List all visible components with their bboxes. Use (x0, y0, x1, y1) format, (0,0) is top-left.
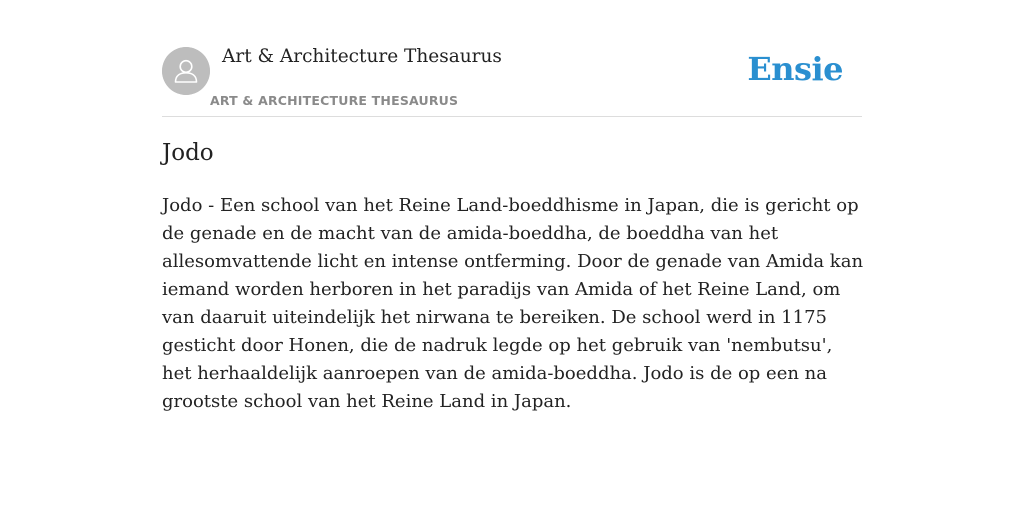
article-header (162, 0, 862, 117)
author-avatar[interactable] (162, 47, 210, 95)
ensie-logo[interactable]: Ensie (747, 50, 843, 88)
article-body: Jodo - Een school van het Reine Land-boeddhisme in Japan, die is gericht op de genade en de macht van de amida-boeddha, de boeddha van het allesomvattende licht en intense ontferming. Door de genade van Amida kan iemand worden herboren in het paradijs van Amida of het Reine Land, om van daaruit uiteindelijk het nirwana te bereiken. De school werd in 1175 gesticht door Honen, die de nadruk legde op het gebruik van 'nembutsu', het herhaaldelijk aanroepen van de amida-boeddha. Jodo is de op een na grootste school van het Reine Land in Japan. (162, 195, 864, 412)
user-icon (162, 47, 210, 95)
article-title: Jodo (162, 140, 214, 166)
author-subtitle: ART & ARCHITECTURE THESAURUS (210, 93, 459, 108)
author-name-link[interactable]: Art & Architecture Thesaurus (222, 46, 502, 67)
page-container (162, 0, 864, 412)
